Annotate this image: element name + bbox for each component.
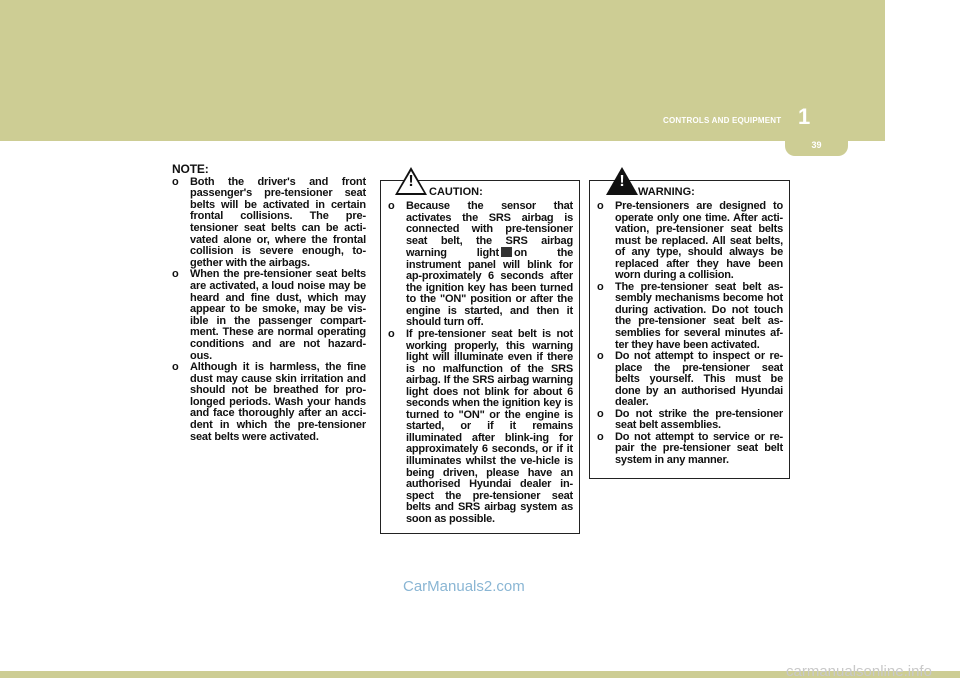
page-number-tab bbox=[785, 134, 848, 156]
chapter-number: 1 bbox=[798, 104, 811, 129]
caution-triangle-icon bbox=[395, 167, 427, 195]
bullet: o bbox=[172, 268, 179, 281]
note-item-text: When the pre-tensioner seat belts are activated, a loud noise may be heard and fine dust, which may appear to be smoke, may be vis-ible in the passenger compart-ment. These are normal operating conditions and are not hazard-ous. bbox=[190, 268, 366, 362]
bullet: o bbox=[597, 350, 604, 363]
bullet: o bbox=[597, 280, 604, 293]
caution-exclamation: ! bbox=[408, 173, 414, 190]
bullet: o bbox=[172, 361, 179, 374]
caution-item-text-a: Because the sensor that activates the SRS airbag is connected with pre-tensioner seat belt, the SRS airbag warning light bbox=[406, 200, 573, 260]
warning-item-text: Do not attempt to service or re-pair the pre-tensioner seat belt system in any manner. bbox=[615, 430, 783, 467]
note-item-text: Although it is harmless, the fine dust may cause skin irritation and should not be breathed for pro-longed periods. Wash your hands and face thoroughly after an acci-dent in which the pre-tensioner seat belts were activated. bbox=[190, 361, 366, 443]
note-item bbox=[172, 177, 366, 270]
warning-item bbox=[597, 432, 783, 467]
warning-item-text: Do not attempt to inspect or re-place the pre-tensioner seat belts yourself. This must be done by an authorised Hyundai dealer. bbox=[615, 350, 783, 409]
warning-header bbox=[590, 173, 789, 201]
caution-box bbox=[380, 173, 580, 534]
caution-item-text: If pre-tensioner seat belt is not working properly, this warning light will illuminate even if there is no malfunction of the SRS airbag. If the SRS airbag warning light does not blink for about 6 seconds when the ignition key is turned to "ON" or the engine is started, or if it remains illuminated after blink-ing for approximately 6 seconds, or if it illuminates whilst the ve-hicle is being driven, please have an authorised Hyundai dealer in-spect the pre-tensioner seat belts and SRS airbag system as soon as possible. bbox=[406, 328, 573, 525]
warning-title: WARNING: bbox=[638, 186, 695, 198]
warning-item bbox=[597, 201, 783, 282]
warning-item-text: The pre-tensioner seat belt as-sembly mechanisms become hot during activation. Do not touch the pre-tensioner seat belt as-semblies for several minutes af-ter they have been activated. bbox=[615, 280, 783, 351]
watermark-link[interactable]: CarManuals2.com bbox=[403, 578, 525, 595]
caution-item-text-b: on the instrument panel will blink for ap-proximately 6 seconds after the ignition key has been turned to the "ON" position or after the engine is started, and then it should turn off. bbox=[406, 247, 574, 329]
bullet: o bbox=[597, 200, 604, 212]
caution-item bbox=[388, 329, 573, 525]
warning-item-text: Do not strike the pre-tensioner seat belt assemblies. bbox=[615, 407, 783, 432]
caution-body bbox=[381, 201, 579, 525]
warning-item bbox=[597, 409, 783, 432]
section-title: CONTROLS AND EQUIPMENT bbox=[663, 116, 782, 125]
warning-item bbox=[597, 351, 783, 409]
caution-title: CAUTION: bbox=[429, 186, 483, 198]
airbag-warning-light-icon bbox=[501, 247, 512, 257]
note-item bbox=[172, 362, 366, 443]
warning-exclamation: ! bbox=[619, 173, 625, 190]
bullet: o bbox=[388, 328, 395, 341]
bullet: o bbox=[172, 175, 179, 188]
bullet: o bbox=[388, 200, 395, 212]
caution-header bbox=[381, 173, 579, 201]
caution-item bbox=[388, 201, 573, 329]
bullet: o bbox=[597, 407, 604, 420]
note-item bbox=[172, 269, 366, 362]
warning-item-text: Pre-tensioners are designed to operate only one time. After acti-vation, pre-tensioner seat belts must be replaced. All seat belts, of any type, should always be replaced after they have been worn during a collision. bbox=[615, 200, 783, 282]
page-number: 39 bbox=[811, 140, 822, 150]
note-title: NOTE: bbox=[172, 162, 209, 176]
note-section bbox=[172, 164, 366, 443]
footer-watermark: carmanualsonline.info bbox=[786, 663, 932, 680]
warning-item bbox=[597, 282, 783, 351]
warning-triangle-icon bbox=[606, 167, 638, 195]
warning-box bbox=[589, 173, 790, 479]
bullet: o bbox=[597, 430, 604, 443]
note-item-text: Both the driver's and front passenger's pre-tensioner seat belts will be activated in certain frontal collisions. The pre-tensioner seat belts can be acti-vated alone or, where the frontal collision is severe enough, to-gether with the airbags. bbox=[190, 175, 366, 269]
warning-body bbox=[590, 201, 789, 467]
